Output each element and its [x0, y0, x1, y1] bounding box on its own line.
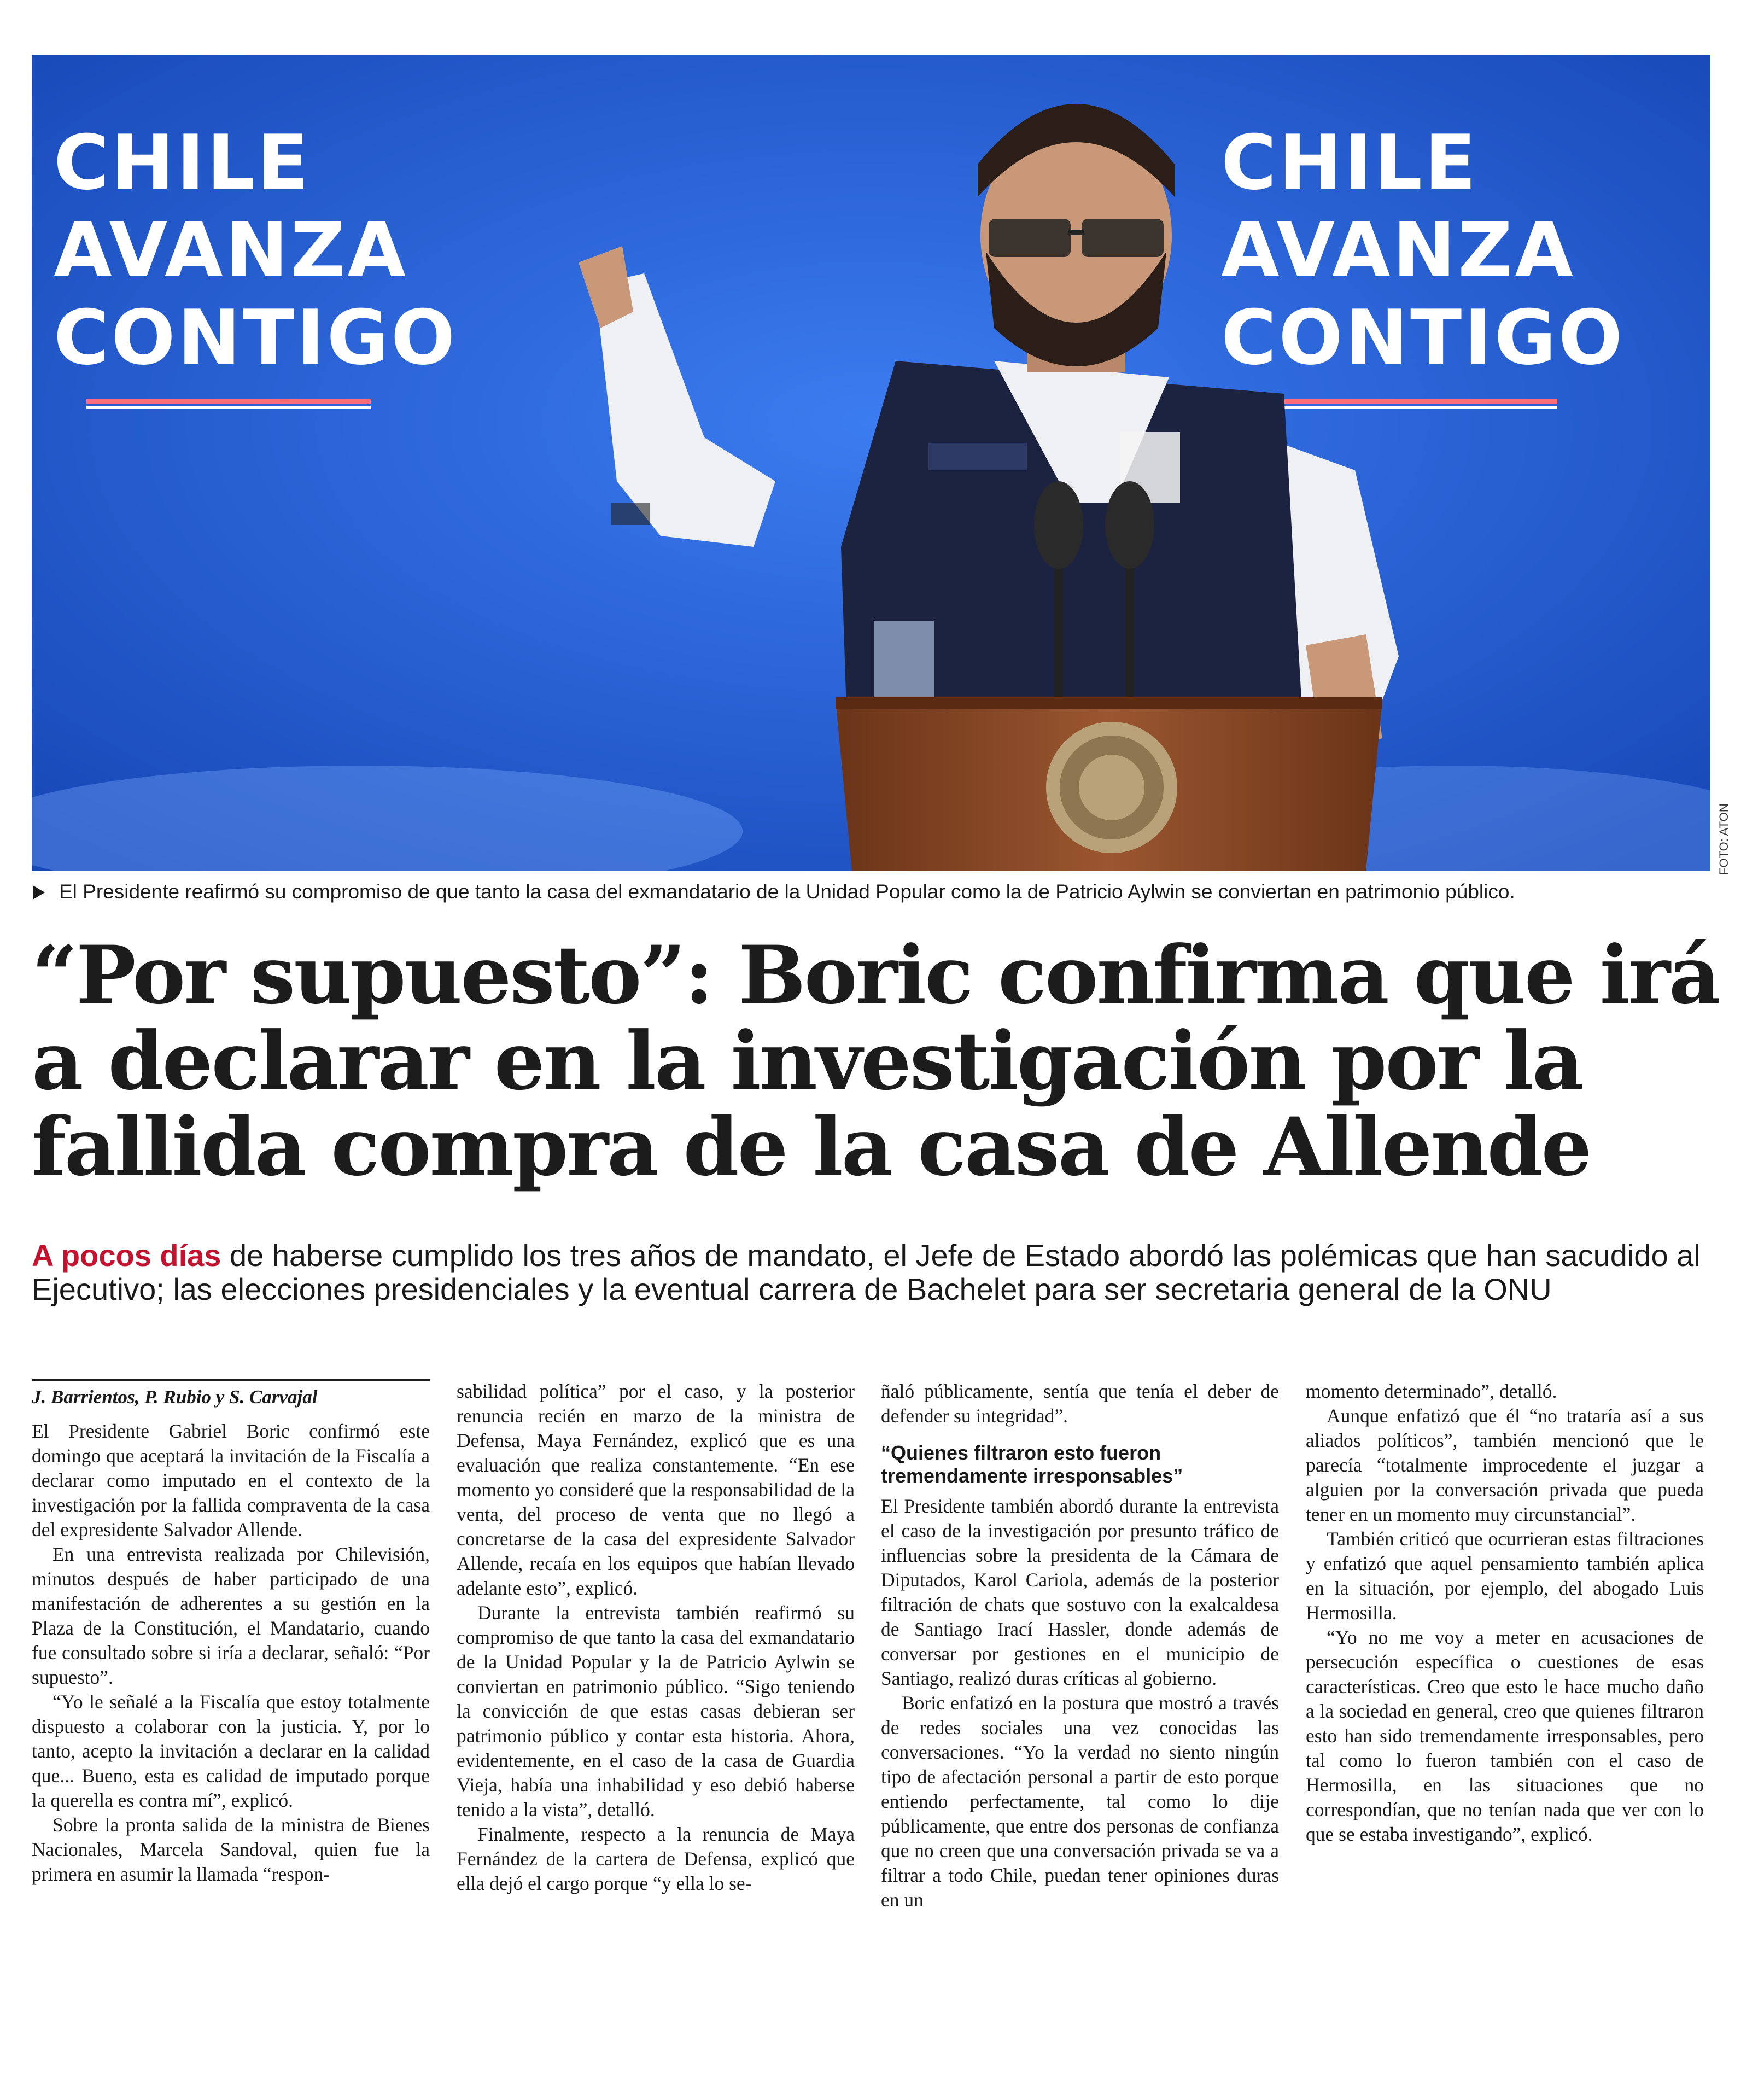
photo-credit: FOTO: ATON — [1717, 803, 1731, 875]
paragraph: El Presidente también abordó durante la entrevista el caso de la investigación por presunto tráfico de influencias sobre la presidenta de la Cámara de Diputados, Karol Cariola, además de la posterior filtración de chats que sostuvo con la exalcaldesa de Santiago Irací Hassler, donde además de conversar por gestiones en el municipio de Santiago, realizó duras críticas al gobierno. — [881, 1495, 1279, 1689]
column-1 — [32, 1379, 430, 1887]
paragraph: “Yo no me voy a meter en acusaciones de persecución específica o cuestiones de esas características. Creo que esto le hace mucho daño a la sociedad en general, creo que quienes filtraron esto han sido tremendamente irresponsables, pero tal como lo fueron también con el caso de Hermosilla, en las situaciones que no correspondían, que no tenían nada que ver con lo que se estaba investigando”, explicó. — [1306, 1626, 1704, 1845]
paragraph: También criticó que ocurrieran estas filtraciones y enfatizó que aquel pensamiento también aplica en la situación, por ejemplo, del abogado Luis Hermosilla. — [1306, 1528, 1704, 1624]
photo-caption — [33, 880, 1717, 903]
byline: J. Barrientos, P. Rubio y S. Carvajal — [32, 1379, 430, 1409]
photo-illustration — [32, 55, 1710, 871]
paragraph: Aunque enfatizó que él “no trataría así a sus aliados políticos”, también mencionó que le parecía “totalmente improcedente el juzgar a alguien por la conversación privada que pueda tener en un momento muy circunstancial”. — [1306, 1405, 1704, 1525]
news-photo — [32, 55, 1710, 871]
article-body — [32, 1379, 1727, 2063]
headline: “Por supuesto”: Boric confirma que irá a declarar en la investigación por la fallida compra de la casa de Allende — [32, 929, 1719, 1194]
column-2 — [457, 1379, 855, 1896]
column-4 — [1306, 1379, 1704, 1847]
deck — [32, 1239, 1738, 1306]
paragraph: “Yo le señalé a la Fiscalía que estoy totalmente dispuesto a colaborar con la justicia. Y, por lo tanto, acepto la invitación a declarar en la calidad que... Bueno, esta es calidad de imputado porque la querella es contra mí”, explicó. — [32, 1691, 430, 1811]
banner-left-line-2: AVANZA — [54, 206, 408, 294]
paragraph: Boric enfatizó en la postura que mostró a través de redes sociales una vez conocidas las conversaciones. “Yo la verdad no siento ningún tipo de afectación personal a partir de esto porque entiendo perfectamente, tal como lo dije públicamente, que entre dos personas de confianza que no creen que una conversación privada se va a filtrar a todo Chile, puedan tener opiniones duras en un — [881, 1692, 1279, 1911]
banner-left-line-3: CONTIGO — [54, 294, 458, 382]
subheading: “Quienes filtraron esto fueron tremendamente irresponsables” — [881, 1442, 1183, 1487]
paragraph: ñaló públicamente, sentía que tenía el deber de defender su integridad”. — [881, 1380, 1279, 1427]
banner-right-line-2: AVANZA — [1221, 206, 1576, 294]
lectern — [836, 697, 1382, 871]
caption-text: El Presidente reafirmó su compromiso de que tanto la casa del exmandatario de la Unidad Popular como la de Patricio Aylwin se conviertan en patrimonio público. — [59, 880, 1515, 903]
paragraph: El Presidente Gabriel Boric confirmó este domingo que aceptará la invitación de la Fiscalía a declarar como imputado en el contexto de la investigación por la fallida compraventa de la casa del expresidente Salvador Allende. — [32, 1420, 430, 1540]
deck-lead: A pocos días — [32, 1238, 221, 1273]
paragraph: sabilidad política” por el caso, y la posterior renuncia recién en marzo de la ministra de Defensa, Maya Fernández, explicó que es una evaluación que realiza constantemente. “En ese momento yo consideré que la responsabilidad de la venta, del proceso de venta que no llegó a concretarse de la casa del expresidente Salvador Allende, recaía en los equipos que habían llevado adelante esto”, explicó. — [457, 1380, 855, 1599]
column-3 — [881, 1379, 1279, 1912]
banner-left-line-1: CHILE — [54, 119, 311, 207]
banner-right-line-1: CHILE — [1221, 119, 1479, 207]
paragraph: momento determinado”, detalló. — [1306, 1380, 1557, 1402]
paragraph: Durante la entrevista también reafirmó su compromiso de que tanto la casa del exmandatario de la Unidad Popular y la de Patricio Aylwin se conviertan en patrimonio público. “Sigo teniendo la convicción de que estas casas debieran ser patrimonio público y contar esta historia. Ahora, evidentemente, en el caso de la casa de Guardia Vieja, había una inhabilidad y eso debió haberse tenido a la vista”, detalló. — [457, 1602, 855, 1820]
deck-text: de haberse cumplido los tres años de mandato, el Jefe de Estado abordó las polémicas que han sacudido al Ejecutivo; las elecciones presidenciales y la eventual carrera de Bachelet para ser secretaria general de la ONU — [32, 1238, 1701, 1306]
paragraph: En una entrevista realizada por Chilevisión, minutos después de haber participado de una manifestación de adherentes a su gestión en la Plaza de la Constitución, el Mandatario, cuando fue consultado sobre si iría a declarar, señaló: “Por supuesto”. — [32, 1543, 430, 1688]
banner-right-line-3: CONTIGO — [1221, 294, 1625, 382]
caption-triangle-icon — [33, 885, 45, 900]
paragraph: Sobre la pronta salida de la ministra de Bienes Nacionales, Marcela Sandoval, quien fue la primera en asumir la llamada “respon- — [32, 1814, 430, 1885]
paragraph: Finalmente, respecto a la renuncia de Maya Fernández de la cartera de Defensa, explicó que ella dejó el cargo porque “y ella lo se- — [457, 1823, 855, 1894]
